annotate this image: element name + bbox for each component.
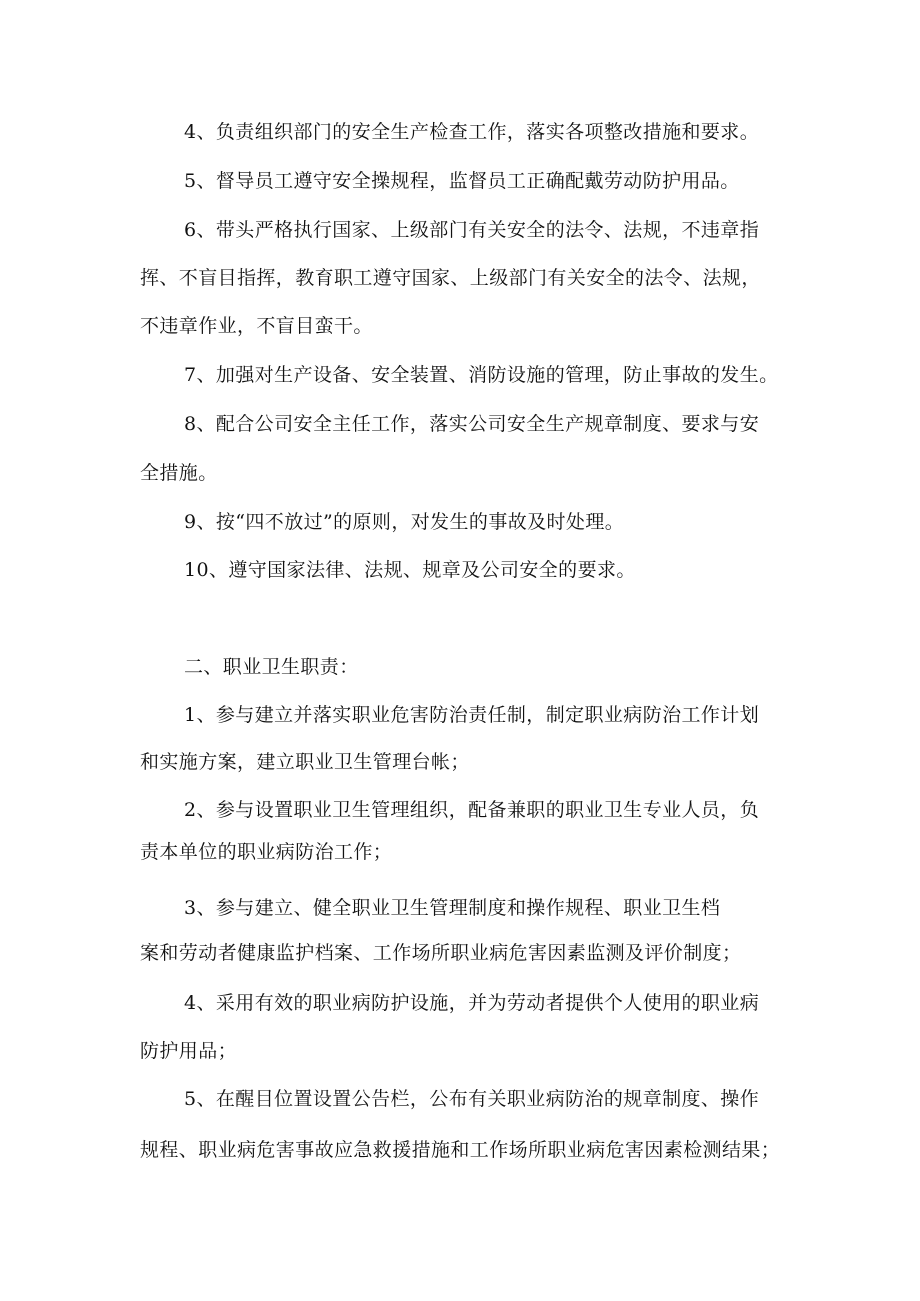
- duty-item-1-line-1: 1、参与建立并落实职业危害防治责任制，制定职业病防治工作计划: [184, 704, 760, 726]
- duty-item-2-line-2: 责本单位的职业病防治工作；: [140, 841, 393, 863]
- paragraph-item-8-line-2: 全措施。: [140, 462, 218, 484]
- duty-item-5-line-1: 5、在醒目位置设置公告栏，公布有关职业病防治的规章制度、操作: [184, 1088, 760, 1110]
- paragraph-item-9: 9、按“四不放过”的原则，对发生的事故及时处理。: [184, 511, 625, 533]
- paragraph-item-6-line-2: 挥、不盲目指挥，教育职工遵守国家、上级部门有关安全的法令、法规，: [140, 267, 761, 289]
- paragraph-item-10: 10、遵守国家法律、法规、规章及公司安全的要求。: [184, 559, 636, 581]
- paragraph-item-5: 5、督导员工遵守安全操规程，监督员工正确配戴劳动防护用品。: [184, 170, 740, 192]
- paragraph-item-4: 4、负责组织部门的安全生产检查工作，落实各项整改措施和要求。: [184, 121, 760, 143]
- duty-item-3-line-1: 3、参与建立、健全职业卫生管理制度和操作规程、职业卫生档: [184, 897, 721, 919]
- paragraph-item-7: 7、加强对生产设备、安全装置、消防设施的管理，防止事故的发生。: [184, 364, 779, 386]
- paragraph-item-6-line-3: 不违章作业，不盲目蛮干。: [140, 315, 373, 337]
- duty-item-3-line-2: 案和劳动者健康监护档案、工作场所职业病危害因素监测及评价制度；: [140, 942, 742, 964]
- duty-item-2-line-1: 2、参与设置职业卫生管理组织，配备兼职的职业卫生专业人员，负: [184, 799, 760, 821]
- duty-item-1-line-2: 和实施方案，建立职业卫生管理台帐；: [140, 751, 470, 773]
- duty-item-5-line-2: 规程、职业病危害事故应急救援措施和工作场所职业病危害因素检测结果；: [140, 1139, 781, 1161]
- duty-item-4-line-1: 4、采用有效的职业病防护设施，并为劳动者提供个人使用的职业病: [184, 992, 760, 1014]
- duty-item-4-line-2: 防护用品；: [140, 1040, 238, 1062]
- paragraph-item-8-line-1: 8、配合公司安全主任工作，落实公司安全生产规章制度、要求与安: [184, 413, 760, 435]
- paragraph-item-6-line-1: 6、带头严格执行国家、上级部门有关安全的法令、法规，不违章指: [184, 219, 760, 241]
- section-heading-occupational-health: 二、职业卫生职责：: [184, 656, 359, 678]
